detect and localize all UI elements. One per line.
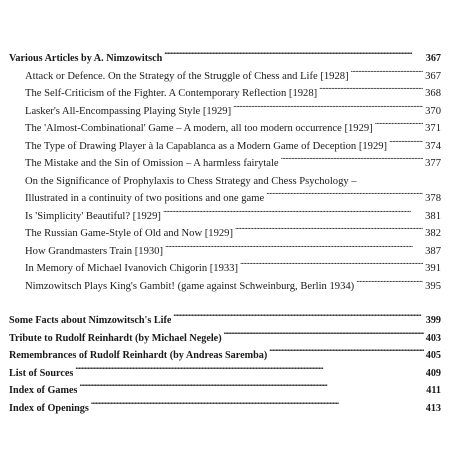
toc-entry-title: Some Facts about Nimzowitsch's Life (9, 315, 172, 326)
toc-entry-page: 370 (425, 105, 441, 117)
dot-leader (319, 85, 423, 96)
toc-entry-page: 405 (425, 350, 441, 361)
dot-leader (281, 155, 423, 166)
toc-entry-article[interactable] (9, 155, 441, 173)
dot-leader (351, 68, 424, 79)
toc-entry-title: In Memory of Michael Ivanovich Chigorin [1933] (25, 263, 239, 274)
toc-entry-page: 377 (425, 158, 441, 169)
toc-entry-article[interactable] (9, 85, 441, 103)
toc-entry-page: 368 (425, 88, 441, 99)
dot-leader (164, 51, 423, 61)
toc-entry-page: 367 (425, 53, 441, 64)
toc-entry-page: 371 (425, 123, 441, 134)
toc-entry-article[interactable] (9, 68, 441, 86)
toc-entry-page: 374 (425, 140, 441, 152)
toc-entry-page: 391 (425, 263, 441, 274)
toc-entry-title: How Grandmasters Train [1930] (25, 245, 163, 257)
toc-entry-title: The Type of Drawing Player à la Capablanca as a Modern Game of Deception [1929] (25, 140, 388, 152)
toc-entry-page: 409 (425, 367, 441, 379)
dot-leader (269, 348, 423, 358)
toc-entry-article[interactable] (9, 243, 441, 261)
toc-entry-page: 367 (425, 70, 441, 82)
toc-entry-title: The Mistake and the Sin of Omission – A harmless fairytale (25, 158, 279, 169)
toc-entry-section[interactable] (9, 365, 441, 383)
toc-entry-page: 387 (425, 245, 441, 257)
toc-entry-title: The 'Almost-Combinational' Game – A modern, all too modern occurrence [1929] (25, 123, 373, 134)
toc-entry-article[interactable] (9, 138, 441, 156)
dot-leader (356, 278, 423, 289)
toc-entry-article[interactable] (9, 120, 441, 138)
toc-entry-page: 403 (425, 332, 441, 344)
toc-entry-title: The Self-Criticism of the Fighter. A Contemporary Reflection [1928] (25, 88, 318, 99)
dot-leader (389, 138, 423, 149)
toc-entry-title-line2: Illustrated in a continuity of two positions and one game (25, 193, 265, 204)
toc-entry-title: Lasker's All-Encompassing Playing Style [1929] (25, 105, 232, 117)
dot-leader (79, 383, 424, 393)
toc-entry-section[interactable] (9, 347, 441, 365)
toc-entry-page: 413 (425, 402, 441, 414)
toc-entry-title: The Russian Game-Style of Old and Now [1929] (25, 228, 234, 239)
toc-entry-title: Attack or Defence. On the Strategy of the Struggle of Chess and Life [1928] (25, 70, 349, 82)
toc-entry-title: Remembrances of Rudolf Reinhardt (by Andreas Saremba) (9, 350, 268, 361)
toc-entry-article-two-line[interactable] (9, 173, 441, 208)
dot-leader (91, 400, 424, 410)
toc-entry-title: Various Articles by A. Nimzowitsch (9, 53, 163, 64)
toc-entry-section[interactable] (9, 400, 441, 418)
toc-entry-page: 399 (425, 315, 441, 326)
toc-entry-page: 378 (425, 193, 441, 204)
toc-entry-article[interactable] (9, 225, 441, 243)
toc-entry-title: Index of Openings (9, 402, 89, 414)
toc-entry-article[interactable] (9, 103, 441, 121)
dot-leader (240, 260, 423, 271)
toc-entry-page: 382 (425, 228, 441, 239)
dot-leader (266, 190, 423, 201)
dot-leader (173, 313, 423, 323)
toc-entry-section[interactable] (9, 312, 441, 330)
toc-entry-title: Tribute to Rudolf Reinhardt (by Michael Negele) (9, 332, 222, 344)
toc-entry-various-articles[interactable] (9, 50, 441, 68)
toc-entry-article[interactable] (9, 278, 441, 296)
toc-entry-page: 411 (426, 385, 441, 396)
toc-entry-section[interactable] (9, 382, 441, 400)
toc-entry-title: Is 'Simplicity' Beautiful? [1929] (25, 210, 161, 222)
toc-entry-title: Index of Games (9, 385, 78, 396)
toc-entry-page: 381 (425, 210, 441, 222)
section-spacer (9, 295, 441, 312)
dot-leader (224, 330, 424, 340)
toc-entry-title: Nimzowitsch Plays King's Gambit! (game against Schweinburg, Berlin 1934) (25, 280, 355, 292)
toc-entry-section[interactable] (9, 330, 441, 348)
dot-leader (75, 365, 423, 375)
toc-entry-article[interactable] (9, 208, 441, 226)
toc-entry-page: 395 (425, 280, 441, 292)
toc-entry-article[interactable] (9, 260, 441, 278)
dot-leader (235, 225, 423, 236)
dot-leader (163, 208, 423, 219)
toc-entry-title: List of Sources (9, 367, 74, 379)
table-of-contents (9, 50, 441, 417)
toc-entry-title-line1: On the Significance of Prophylaxis to Chess Strategy and Chess Psychology – (25, 175, 357, 187)
dot-leader (375, 120, 423, 131)
dot-leader (165, 243, 423, 254)
toc-entry-line2 (25, 190, 441, 208)
dot-leader (233, 103, 423, 114)
